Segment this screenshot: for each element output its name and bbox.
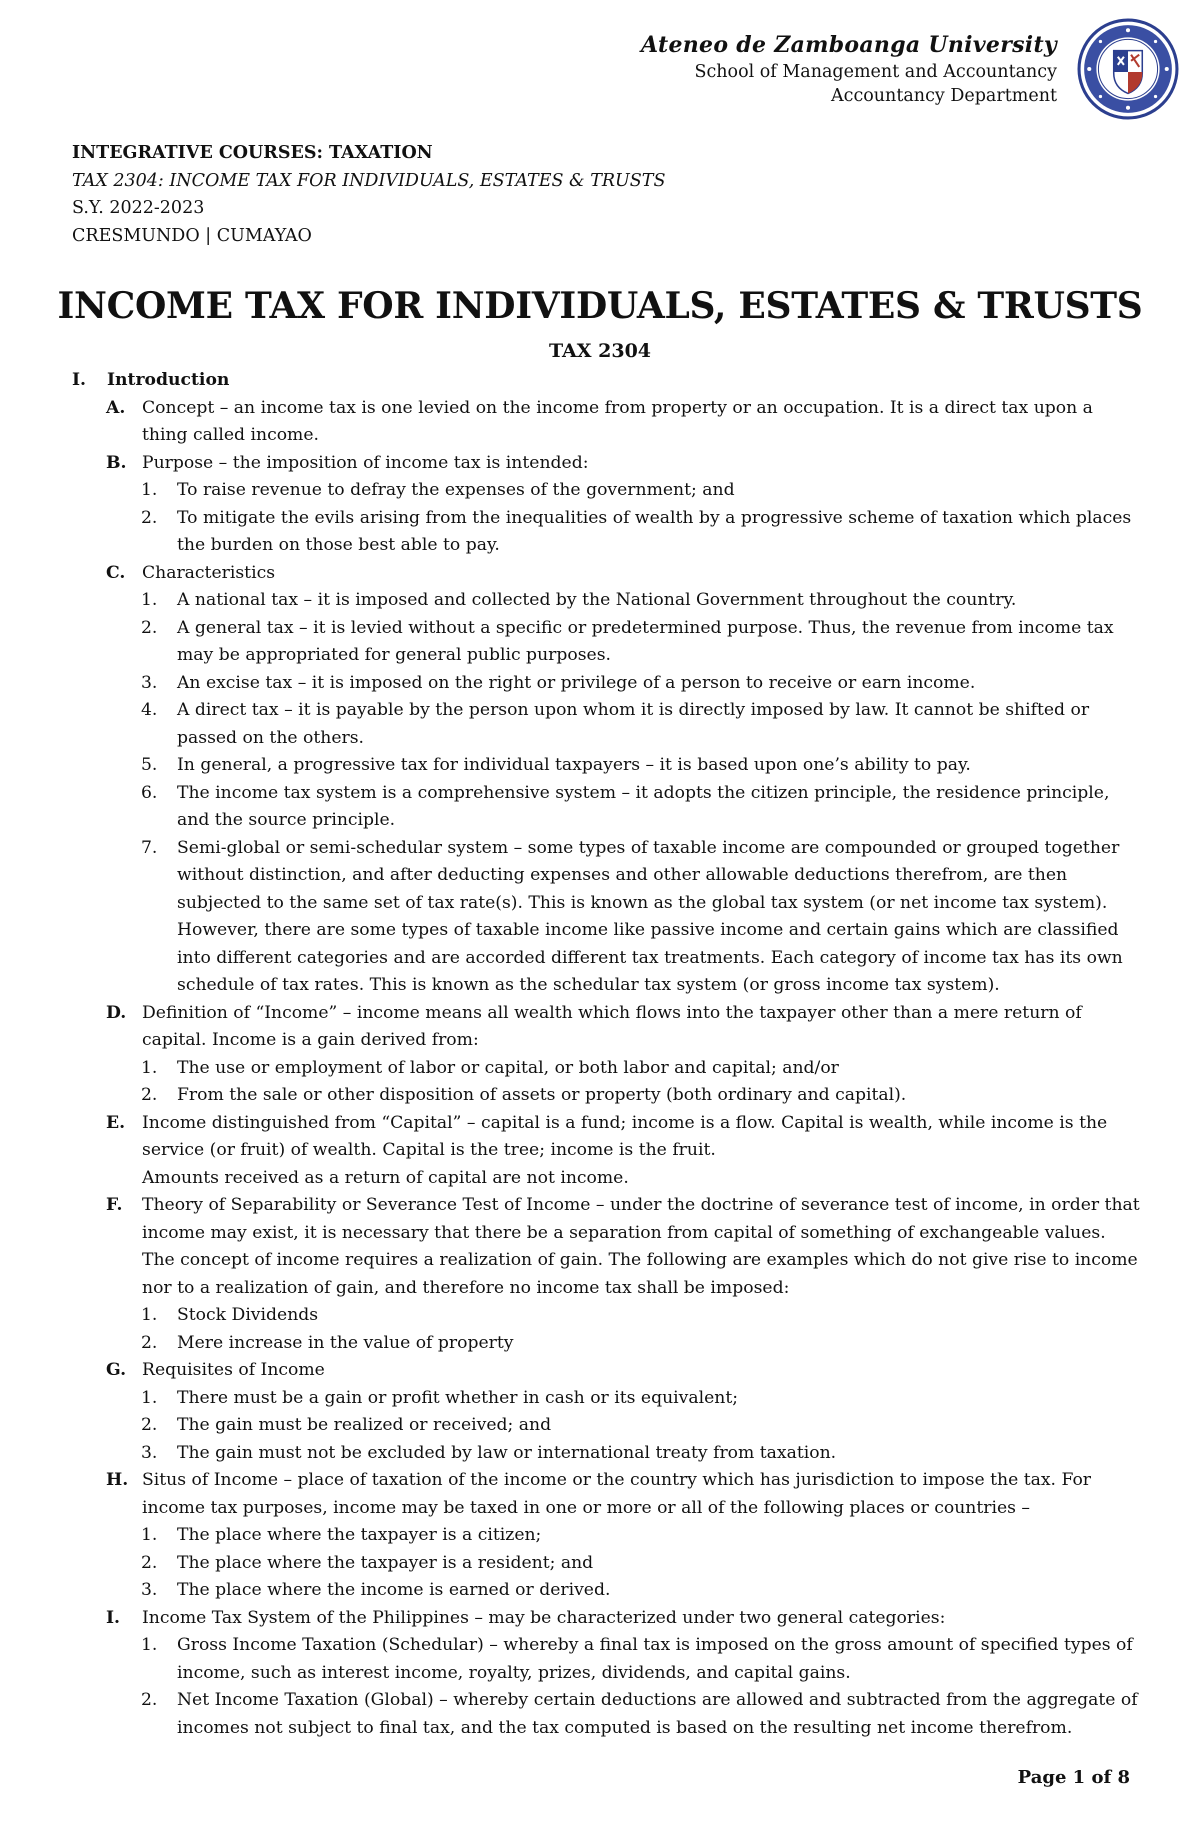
- sub-list-item: [0, 1687, 1200, 1742]
- sub-list-item: [0, 752, 1200, 780]
- item-marker: 2.: [141, 507, 158, 528]
- list-item: [0, 1000, 1200, 1055]
- item-marker: 2.: [141, 617, 158, 638]
- university-seal-icon: [1077, 18, 1179, 120]
- item-marker: 2.: [141, 1085, 158, 1105]
- list-item: [0, 560, 1200, 588]
- item-text: Definition of “Income” – income means all wealth which flows into the taxpayer other than a mere return of capital. Income is a gain derived from:: [142, 1002, 1082, 1050]
- item-text: Semi-global or semi-schedular system – some types of taxable income are compounded or grouped together without distinction, and after deducting expenses and other allowable deductions therefrom, are then subjected to the same set of tax rate(s). This is known as the global tax system (or net income tax system). However, there are some types of taxable income like passive income and certain gains which are classified into different categories and are accorded different tax treatments. Each category of income tax has its own schedule of tax rates. This is known as the schedular tax system (or gross income tax system).: [177, 837, 1123, 995]
- item-text: Net Income Taxation (Global) – whereby certain deductions are allowed and subtracted from the aggregate of incomes not subject to final tax, and the tax computed is based on the resulting net income therefrom.: [177, 1690, 1138, 1738]
- item-marker: 2.: [141, 1552, 158, 1573]
- item-marker: 1.: [141, 1387, 158, 1408]
- sub-list-item: [0, 1385, 1200, 1413]
- section-heading: [0, 367, 1200, 395]
- list-item: [0, 1110, 1200, 1165]
- item-text: A general tax – it is levied without a specific or predetermined purpose. Thus, the revenue from income tax may be appropriated for general public purposes.: [177, 617, 1114, 665]
- item-marker: B.: [106, 452, 127, 473]
- sub-list-item: [0, 670, 1200, 698]
- item-marker: 4.: [141, 700, 158, 720]
- item-text: The gain must not be excluded by law or international treaty from taxation.: [177, 1442, 837, 1463]
- item-marker: I.: [106, 1607, 121, 1628]
- school-name: School of Management and Accountancy: [694, 62, 1057, 82]
- item-text: A direct tax – it is payable by the person upon whom it is directly imposed by law. It cannot be shifted or passed on the others.: [177, 700, 1090, 748]
- item-text: From the sale or other disposition of assets or property (both ordinary and capital).: [177, 1085, 907, 1105]
- item-text: Stock Dividends: [177, 1305, 319, 1325]
- item-text: The place where the taxpayer is a resident; and: [177, 1552, 594, 1573]
- sub-list-item: [0, 1412, 1200, 1440]
- item-text: Mere increase in the value of property: [177, 1332, 514, 1353]
- item-marker: 1.: [141, 480, 158, 500]
- letterhead: [641, 30, 1057, 108]
- item-text: Concept – an income tax is one levied on the income from property or an occupation. It is a direct tax upon a thing called income.: [142, 397, 1093, 445]
- item-marker: 6.: [141, 782, 158, 803]
- sub-list-item: [0, 615, 1200, 670]
- item-text: To mitigate the evils arising from the inequalities of wealth by a progressive scheme of taxation which places the burden on those best able to pay.: [177, 507, 1132, 555]
- item-text: Theory of Separability or Severance Test of Income – under the doctrine of severance test of income, in order that income may exist, it is necessary that there be a separation from capital of something of exchangeable values. The concept of income requires a realization of gain. The following are examples which do not give rise to income nor to a realization of gain, and therefore no income tax shall be imposed:: [142, 1195, 1140, 1298]
- item-marker: 3.: [141, 1580, 158, 1600]
- sub-list-item: [0, 697, 1200, 752]
- course-line-3: S.Y. 2022-2023: [72, 198, 205, 218]
- list-item: [0, 1357, 1200, 1385]
- sub-list-item: [0, 1330, 1200, 1358]
- item-marker: 1.: [141, 1525, 158, 1545]
- item-note: [0, 1165, 1200, 1193]
- sub-list-item: [0, 477, 1200, 505]
- document-subtitle: TAX 2304: [548, 340, 652, 362]
- item-marker: G.: [106, 1360, 127, 1380]
- item-text: The use or employment of labor or capital, or both labor and capital; and/or: [177, 1057, 839, 1078]
- list-item: [0, 450, 1200, 478]
- course-info: [72, 140, 665, 250]
- department-name: Accountancy Department: [831, 86, 1057, 106]
- item-text: Income Tax System of the Philippines – may be characterized under two general categories:: [142, 1607, 946, 1628]
- item-marker: 2.: [141, 1332, 158, 1353]
- sub-list-item: [0, 1632, 1200, 1687]
- item-text: An excise tax – it is imposed on the right or privilege of a person to receive or earn income.: [177, 672, 976, 693]
- item-text: A national tax – it is imposed and collected by the National Government throughout the country.: [177, 590, 1017, 610]
- item-text: Characteristics: [142, 562, 276, 583]
- item-marker: 5.: [141, 755, 158, 775]
- sub-list-item: [0, 780, 1200, 835]
- item-text: Income distinguished from “Capital” – capital is a fund; income is a flow. Capital is wealth, while income is the service (or fruit) of wealth. Capital is the tree; income is the fruit.: [142, 1112, 1108, 1160]
- item-marker: H.: [106, 1470, 129, 1490]
- course-line-4: CRESMUNDO | CUMAYAO: [72, 225, 312, 246]
- item-marker: 2.: [141, 1690, 158, 1710]
- sub-list-item: [0, 1440, 1200, 1468]
- item-marker: 3.: [141, 672, 158, 693]
- item-marker: F.: [106, 1195, 123, 1215]
- item-marker: E.: [106, 1112, 126, 1133]
- item-text: Requisites of Income: [142, 1360, 325, 1380]
- item-text: Gross Income Taxation (Schedular) – whereby a final tax is imposed on the gross amount of specified types of income, such as interest income, royalty, prizes, dividends, and capital gains.: [177, 1635, 1133, 1683]
- item-marker: D.: [106, 1002, 127, 1023]
- item-text: In general, a progressive tax for individual taxpayers – it is based upon one’s ability to pay.: [177, 755, 971, 775]
- item-marker: 2.: [141, 1415, 158, 1435]
- list-item: [0, 1467, 1200, 1522]
- course-line-2: TAX 2304: INCOME TAX FOR INDIVIDUALS, ESTATES & TRUSTS: [72, 170, 666, 191]
- item-marker: 1.: [141, 1057, 158, 1078]
- sub-list-item: [0, 1082, 1200, 1110]
- item-text: Situs of Income – place of taxation of the income or the country which has jurisdiction to impose the tax. For income tax purposes, income may be taxed in one or more or all of the following places or countries –: [142, 1470, 1092, 1518]
- document-title: INCOME TAX FOR INDIVIDUALS, ESTATES & TRUSTS: [57, 285, 1143, 327]
- item-text: The gain must be realized or received; and: [177, 1415, 552, 1435]
- sub-list-item: [0, 1577, 1200, 1605]
- item-text: The place where the taxpayer is a citizen;: [177, 1525, 542, 1545]
- section-marker: I.: [72, 370, 87, 390]
- section-label: Introduction: [107, 370, 230, 390]
- university-name: Ateneo de Zamboanga University: [641, 32, 1057, 58]
- item-text: Purpose – the imposition of income tax is intended:: [142, 452, 589, 473]
- sub-list-item: [0, 1522, 1200, 1550]
- item-marker: 7.: [141, 837, 158, 858]
- item-text: There must be a gain or profit whether in cash or its equivalent;: [177, 1387, 739, 1408]
- item-marker: C.: [106, 562, 126, 583]
- item-marker: A.: [106, 397, 126, 418]
- item-text: To raise revenue to defray the expenses of the government; and: [177, 480, 735, 500]
- sub-list-item: [0, 587, 1200, 615]
- document-body: [0, 367, 1200, 1742]
- item-marker: 1.: [141, 1635, 158, 1655]
- course-line-1: INTEGRATIVE COURSES: TAXATION: [72, 143, 433, 163]
- sub-list-item: [0, 1550, 1200, 1578]
- item-marker: 1.: [141, 590, 158, 610]
- item-note-text: Amounts received as a return of capital are not income.: [142, 1167, 629, 1188]
- sub-list-item: [0, 835, 1200, 1000]
- item-marker: 1.: [141, 1305, 158, 1325]
- sub-list-item: [0, 1055, 1200, 1083]
- list-item: [0, 1605, 1200, 1633]
- item-text: The income tax system is a comprehensive system – it adopts the citizen principle, the residence principle, and the source principle.: [177, 782, 1110, 830]
- item-text: The place where the income is earned or derived.: [177, 1580, 611, 1600]
- sub-list-item: [0, 505, 1200, 560]
- list-item: [0, 395, 1200, 450]
- item-marker: 3.: [141, 1442, 158, 1463]
- page-number: Page 1 of 8: [1017, 1767, 1130, 1788]
- sub-list-item: [0, 1302, 1200, 1330]
- list-item: [0, 1192, 1200, 1302]
